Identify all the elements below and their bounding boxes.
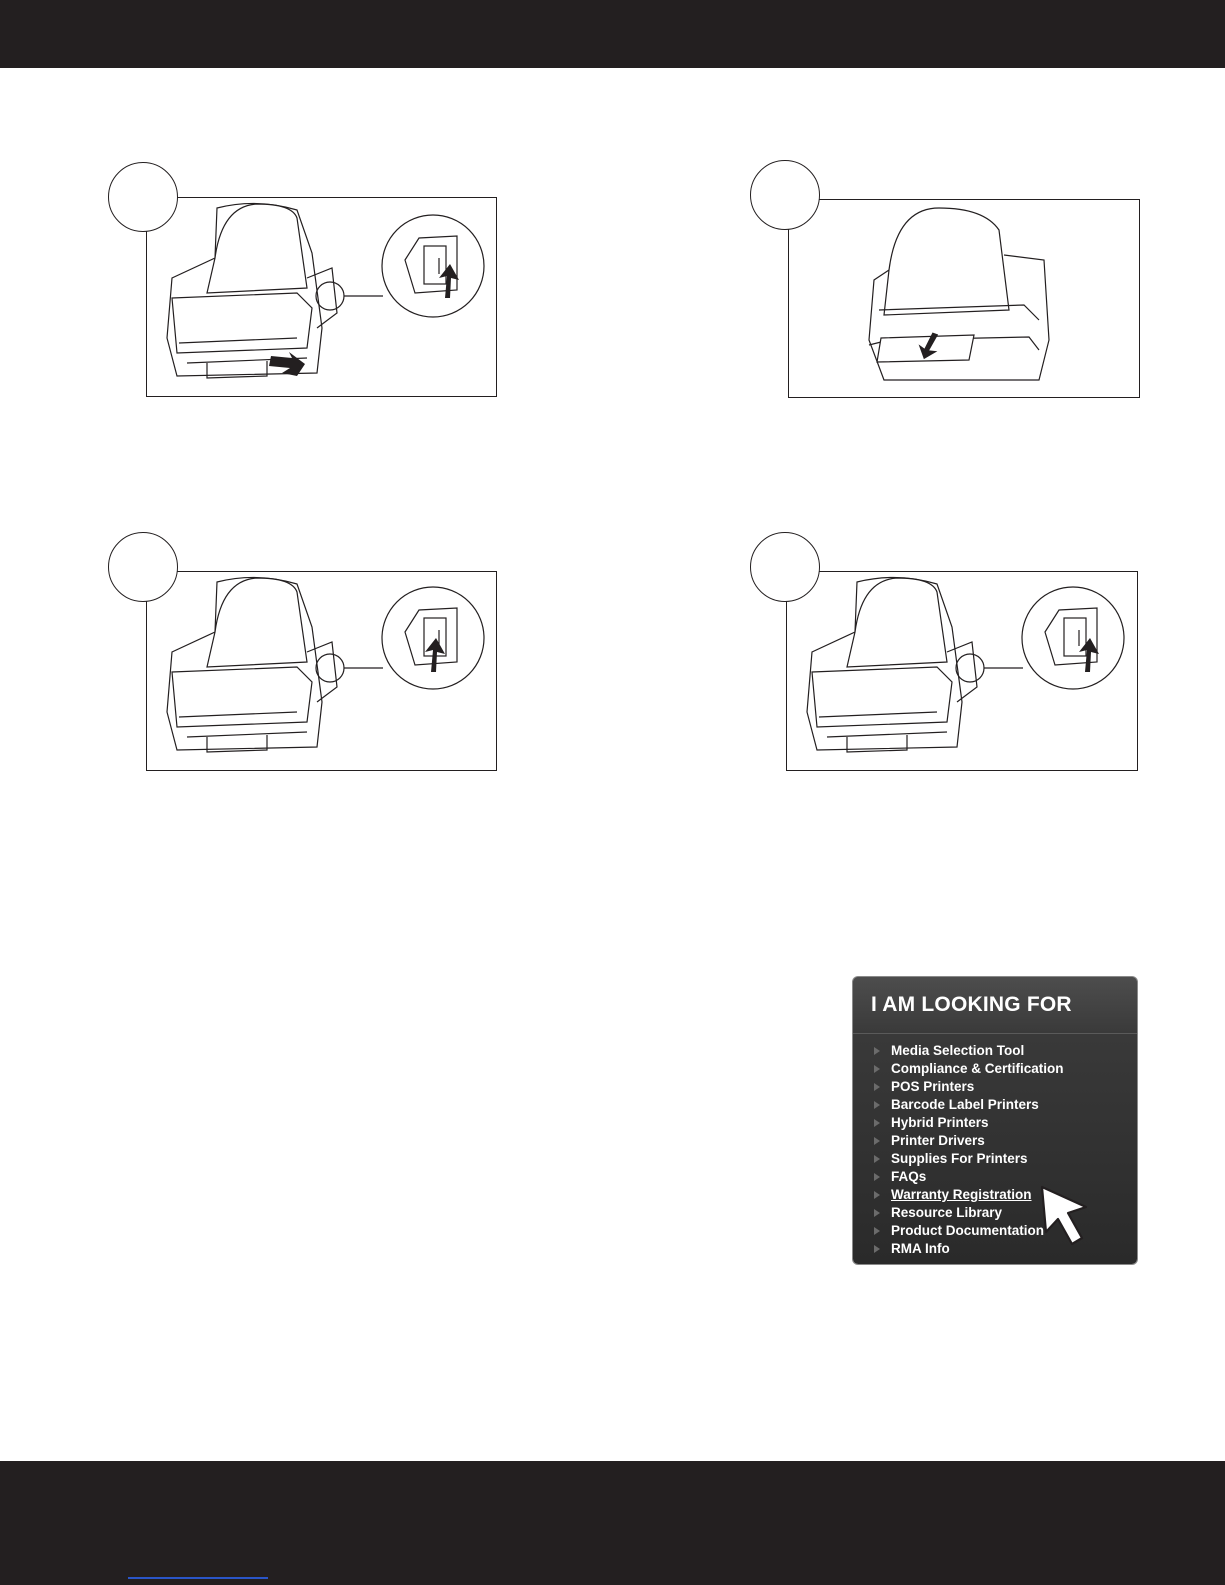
step-1-badge [108,162,178,232]
triangle-right-icon [874,1101,880,1109]
top-bar [0,0,1225,68]
triangle-right-icon [874,1155,880,1163]
step-1-illustration-frame [146,197,497,397]
printer-power-switch-icon [147,572,496,770]
printer-power-switch-icon [787,572,1137,770]
menu-item-rma-info[interactable]: RMA Info [853,1241,1137,1259]
menu-item-hybrid-printers[interactable]: Hybrid Printers [853,1115,1137,1133]
menu-title: I AM LOOKING FOR [871,993,1072,1016]
printer-label-feed-icon [789,200,1139,397]
menu-item-barcode-label-printers[interactable]: Barcode Label Printers [853,1097,1137,1115]
menu-item-media-selection-tool[interactable]: Media Selection Tool [853,1043,1137,1061]
triangle-right-icon [874,1065,880,1073]
triangle-right-icon [874,1083,880,1091]
menu-item-resource-library[interactable]: Resource Library [853,1205,1137,1223]
triangle-right-icon [874,1209,880,1217]
menu-item-supplies-for-printers[interactable]: Supplies For Printers [853,1151,1137,1169]
menu-item-warranty-registration[interactable]: Warranty Registration [853,1187,1137,1205]
triangle-right-icon [874,1047,880,1055]
triangle-right-icon [874,1137,880,1145]
step-4-badge [750,532,820,602]
step-3-illustration-frame [146,571,497,771]
footer-link-underline[interactable] [128,1577,268,1579]
triangle-right-icon [874,1173,880,1181]
menu-header [853,977,1137,1034]
step-4-illustration-frame [786,571,1138,771]
triangle-right-icon [874,1191,880,1199]
printer-power-switch-on-icon [147,198,496,396]
menu-item-product-documentation[interactable]: Product Documentation [853,1223,1137,1241]
step-2-badge [750,160,820,230]
menu-item-pos-printers[interactable]: POS Printers [853,1079,1137,1097]
menu-item-compliance-certification[interactable]: Compliance & Certification [853,1061,1137,1079]
menu-item-printer-drivers[interactable]: Printer Drivers [853,1133,1137,1151]
triangle-right-icon [874,1119,880,1127]
step-2-illustration-frame [788,199,1140,398]
menu-item-faqs[interactable]: FAQs [853,1169,1137,1187]
step-3-badge [108,532,178,602]
triangle-right-icon [874,1245,880,1253]
mouse-cursor-icon [1038,1184,1096,1250]
bottom-bar [0,1461,1225,1585]
triangle-right-icon [874,1227,880,1235]
